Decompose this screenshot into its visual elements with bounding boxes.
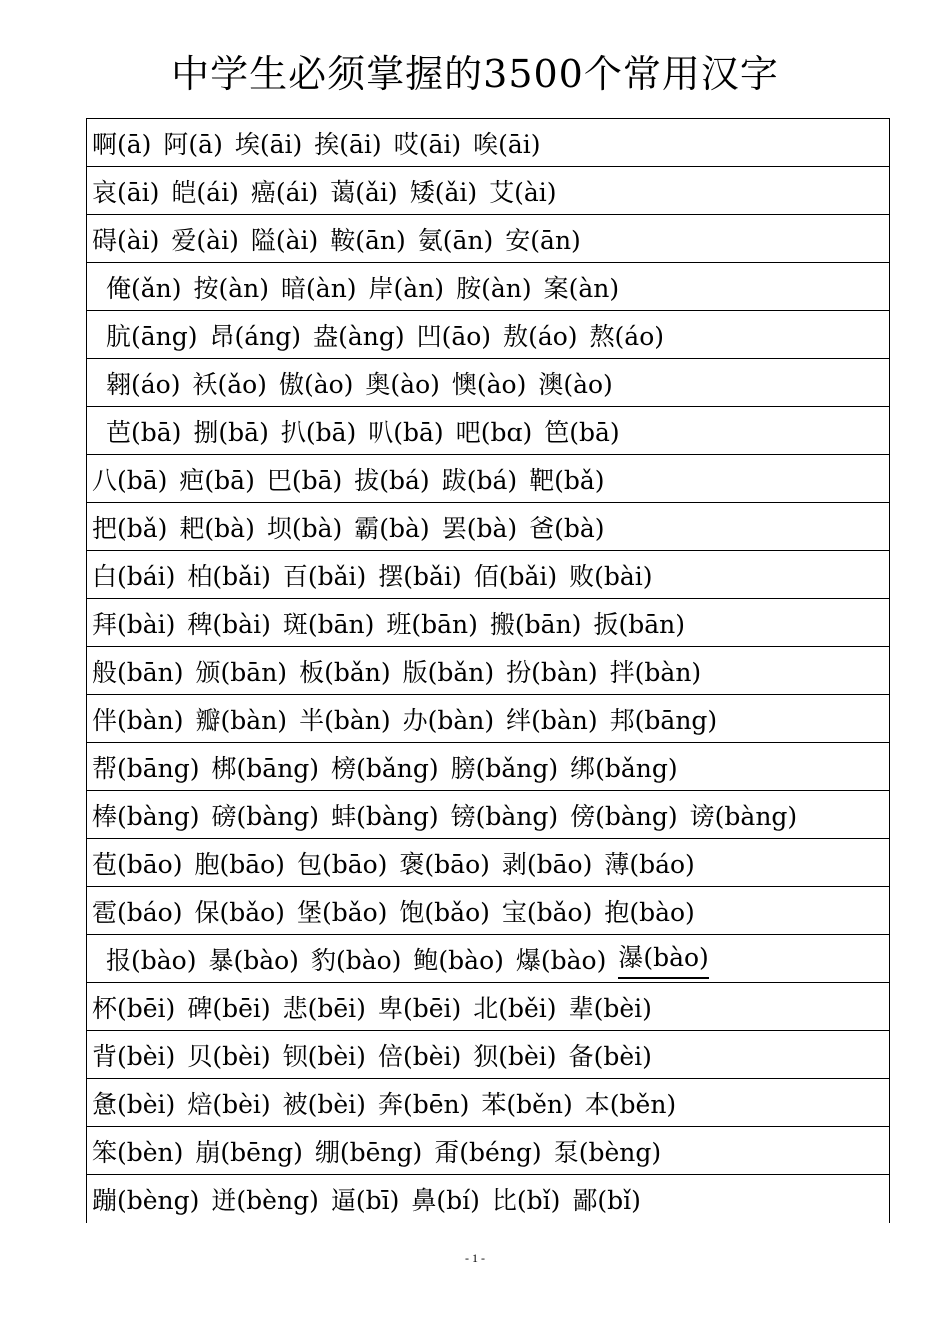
table-row: [87, 263, 889, 311]
character-entry: 版(bǎn): [402, 657, 495, 687]
character-entry: 鲍(bào): [413, 945, 504, 975]
character-entry: 皑(ái): [171, 177, 239, 207]
character-entry: 败(bài): [569, 561, 653, 591]
character-entry: 鼻(bí): [411, 1186, 480, 1215]
character-entry: 啊(ā): [92, 129, 152, 159]
character-entry: 佰(bǎi): [473, 561, 558, 591]
character-entry: 拔(bá): [354, 465, 430, 495]
character-entry: 扒(bā): [280, 417, 357, 447]
character-entry: 癌(ái): [250, 177, 319, 207]
character-entry: 悲(bēi): [282, 993, 366, 1023]
character-entry: 绑(bǎng): [570, 753, 678, 783]
table-row: [87, 695, 889, 743]
character-entry: 懊(ào): [451, 369, 527, 399]
character-entry: 镑(bàng): [450, 801, 559, 831]
character-entry: 靶(bǎ): [529, 465, 605, 495]
character-entry: 伴(bàn): [92, 705, 184, 735]
character-entry: 蹦(bèng): [92, 1186, 200, 1215]
character-entry: 榜(bǎng): [331, 753, 439, 783]
character-entry: 保(bǎo): [194, 897, 285, 927]
character-entry: 宝(bǎo): [501, 897, 593, 927]
character-entry: 膀(bǎng): [450, 753, 559, 783]
character-entry: 被(bèi): [282, 1089, 366, 1119]
character-entry: 捌(bā): [193, 417, 269, 447]
character-entry: 棒(bàng): [92, 801, 200, 831]
character-entry: 扮(bàn): [506, 657, 598, 687]
character-entry: 傲(ào): [278, 369, 354, 399]
character-entry: 耙(bà): [179, 513, 255, 543]
character-entry: 背(bèi): [92, 1041, 176, 1071]
character-entry: 爆(bào): [515, 945, 607, 975]
character-entry: 磅(bàng): [211, 801, 320, 831]
character-entry: 芭(bā): [106, 417, 182, 447]
character-entry: 斑(bān): [282, 609, 375, 639]
character-entry: 哎(āi): [393, 129, 462, 159]
character-entry: 唉(āi): [473, 129, 541, 159]
character-entry: 阿(ā): [163, 129, 223, 159]
character-entry: 爱(ài): [171, 225, 239, 255]
character-entry: 鞍(ān): [330, 225, 406, 255]
character-entry: 傍(bàng): [570, 801, 678, 831]
character-entry: 班(bān): [386, 609, 478, 639]
character-entry: 安(ān): [505, 225, 581, 255]
character-entry: 办(bàn): [402, 705, 495, 735]
character-entry: 百(bǎi): [282, 561, 367, 591]
character-entry: 按(àn): [193, 273, 270, 303]
character-entry: 迸(bèng): [211, 1186, 319, 1215]
character-entry: 艾(ài): [489, 177, 557, 207]
character-entry: 搬(bān): [489, 609, 582, 639]
character-entry: 狈(bèi): [473, 1041, 557, 1071]
character-entry: 比(bǐ): [491, 1186, 561, 1215]
character-entry: 雹(báo): [92, 897, 183, 927]
character-entry: 摆(bǎi): [378, 561, 462, 591]
character-entry: 蚌(bàng): [331, 801, 439, 831]
character-entry: 罢(bà): [441, 513, 518, 543]
character-entry: 袄(ǎo): [192, 369, 267, 399]
character-entry: 岸(àn): [368, 273, 445, 303]
character-entry: 奔(bēn): [377, 1089, 470, 1119]
character-entry: 扳(bān): [593, 609, 685, 639]
character-entry: 泵(bèng): [553, 1137, 662, 1167]
table-row: [87, 551, 889, 599]
character-entry: 拌(bàn): [609, 657, 702, 687]
character-entry: 隘(ài): [250, 225, 319, 255]
table-row: [87, 983, 889, 1031]
table-row: [87, 455, 889, 503]
table-row: [87, 167, 889, 215]
character-entry: 绷(bēng): [314, 1137, 423, 1167]
character-entry: 拜(bài): [92, 609, 176, 639]
character-entry: 钡(bèi): [282, 1041, 366, 1071]
character-entry: 熬(áo): [589, 321, 664, 351]
character-entry: 翱(áo): [106, 369, 181, 399]
character-entry: 俺(ǎn): [106, 273, 182, 303]
table-row: [87, 935, 889, 983]
table-row: [87, 359, 889, 407]
character-entry: 逼(bī): [330, 1186, 400, 1215]
table-row: [87, 1079, 889, 1127]
character-entry: 柏(bǎi): [187, 561, 271, 591]
character-entry: 梆(bāng): [211, 753, 320, 783]
character-entry: 昂(áng): [209, 321, 302, 351]
character-entry: 笨(bèn): [92, 1137, 184, 1167]
character-entry: 备(bèi): [568, 1041, 652, 1071]
character-entry: 八(bā): [92, 465, 168, 495]
character-entry: 苯(běn): [481, 1089, 573, 1119]
character-entry: 剥(bāo): [501, 849, 593, 879]
character-entry: 吧(bɑ): [455, 417, 533, 447]
character-entry: 薄(báo): [604, 849, 695, 879]
character-entry: 般(bān): [92, 657, 184, 687]
character-entry: 北(běi): [473, 993, 557, 1023]
character-entry: 胺(àn): [456, 273, 532, 303]
character-entry: 豹(bào): [310, 945, 402, 975]
table-row: [87, 503, 889, 551]
table-row: [87, 1127, 889, 1175]
character-entry: 氨(ān): [417, 225, 494, 255]
character-entry: 惫(bèi): [92, 1089, 176, 1119]
character-entry: 霸(bà): [354, 513, 430, 543]
character-entry: 包(bāo): [296, 849, 388, 879]
character-entry: 谤(bàng): [689, 801, 798, 831]
table-row: [87, 407, 889, 455]
character-entry: 笆(bā): [544, 417, 620, 447]
character-entry: 凹(āo): [416, 321, 492, 351]
character-entry: 杯(bēi): [92, 993, 176, 1023]
character-entry: 巴(bā): [266, 465, 343, 495]
character-entry: 瓣(bàn): [195, 705, 288, 735]
character-entry: 坝(bà): [266, 513, 343, 543]
page-title: 中学生必须掌握的3500个常用汉字: [171, 52, 779, 96]
table-row: [87, 839, 889, 887]
character-entry: 案(àn): [543, 273, 620, 303]
character-entry: 卑(bēi): [377, 993, 462, 1023]
character-entry: 挨(āi): [314, 129, 382, 159]
character-entry: 抱(bào): [604, 897, 695, 927]
character-entry: 焙(bèi): [187, 1089, 271, 1119]
character-entry: 饱(bǎo): [399, 897, 490, 927]
character-entry: 肮(āng): [106, 321, 198, 351]
character-entry: 帮(bāng): [92, 753, 200, 783]
table-row: [87, 215, 889, 263]
character-entry: 胞(bāo): [194, 849, 285, 879]
character-entry: 贝(bèi): [187, 1041, 271, 1071]
character-entry: 鄙(bǐ): [572, 1186, 641, 1215]
character-entry: 盎(àng): [313, 321, 405, 351]
table-row: [87, 599, 889, 647]
table-row: [87, 119, 889, 167]
character-entry: 敖(áo): [503, 321, 578, 351]
character-entry: 甭(béng): [434, 1137, 542, 1167]
character-entry: 崩(bēng): [195, 1137, 303, 1167]
character-entry: 蔼(ǎi): [330, 177, 398, 207]
character-entry: 暴(bào): [208, 945, 299, 975]
character-entry: 奥(ào): [365, 369, 440, 399]
table-row: [87, 791, 889, 839]
character-entry: 哀(āi): [92, 177, 160, 207]
character-entry: 堡(bǎo): [296, 897, 388, 927]
character-entry: 报(bào): [106, 945, 197, 975]
table-row: [87, 743, 889, 791]
character-table: [86, 118, 890, 1223]
table-row: [87, 311, 889, 359]
character-entry: 矮(ǎi): [409, 177, 478, 207]
character-entry: 邦(bāng): [609, 705, 718, 735]
table-row: [87, 647, 889, 695]
table-row: [87, 1175, 889, 1223]
character-entry: 颁(bān): [195, 657, 288, 687]
character-entry: 疤(bā): [179, 465, 255, 495]
character-entry: 跋(bá): [441, 465, 518, 495]
character-entry: 爸(bà): [529, 513, 605, 543]
table-row: [87, 1031, 889, 1079]
character-entry: 绊(bàn): [506, 705, 598, 735]
character-entry: 澳(ào): [538, 369, 613, 399]
character-entry: 半(bàn): [299, 705, 391, 735]
character-entry: 白(bái): [92, 561, 176, 591]
character-entry: 把(bǎ): [92, 513, 168, 543]
character-entry: 板(bǎn): [299, 657, 391, 687]
character-entry: 埃(āi): [234, 129, 303, 159]
character-entry: 瀑(bào): [618, 938, 708, 979]
character-entry: 碍(ài): [92, 225, 160, 255]
character-entry: 叭(bā): [368, 417, 444, 447]
page-number: - 1 -: [465, 1251, 485, 1265]
character-entry: 暗(àn): [281, 273, 357, 303]
character-entry: 褒(bāo): [399, 849, 490, 879]
character-entry: 苞(bāo): [92, 849, 183, 879]
table-row: [87, 887, 889, 935]
character-entry: 碑(bēi): [187, 993, 271, 1023]
character-entry: 稗(bài): [187, 609, 271, 639]
character-entry: 倍(bèi): [377, 1041, 462, 1071]
character-entry: 本(běn): [584, 1089, 677, 1119]
character-entry: 辈(bèi): [568, 993, 652, 1023]
